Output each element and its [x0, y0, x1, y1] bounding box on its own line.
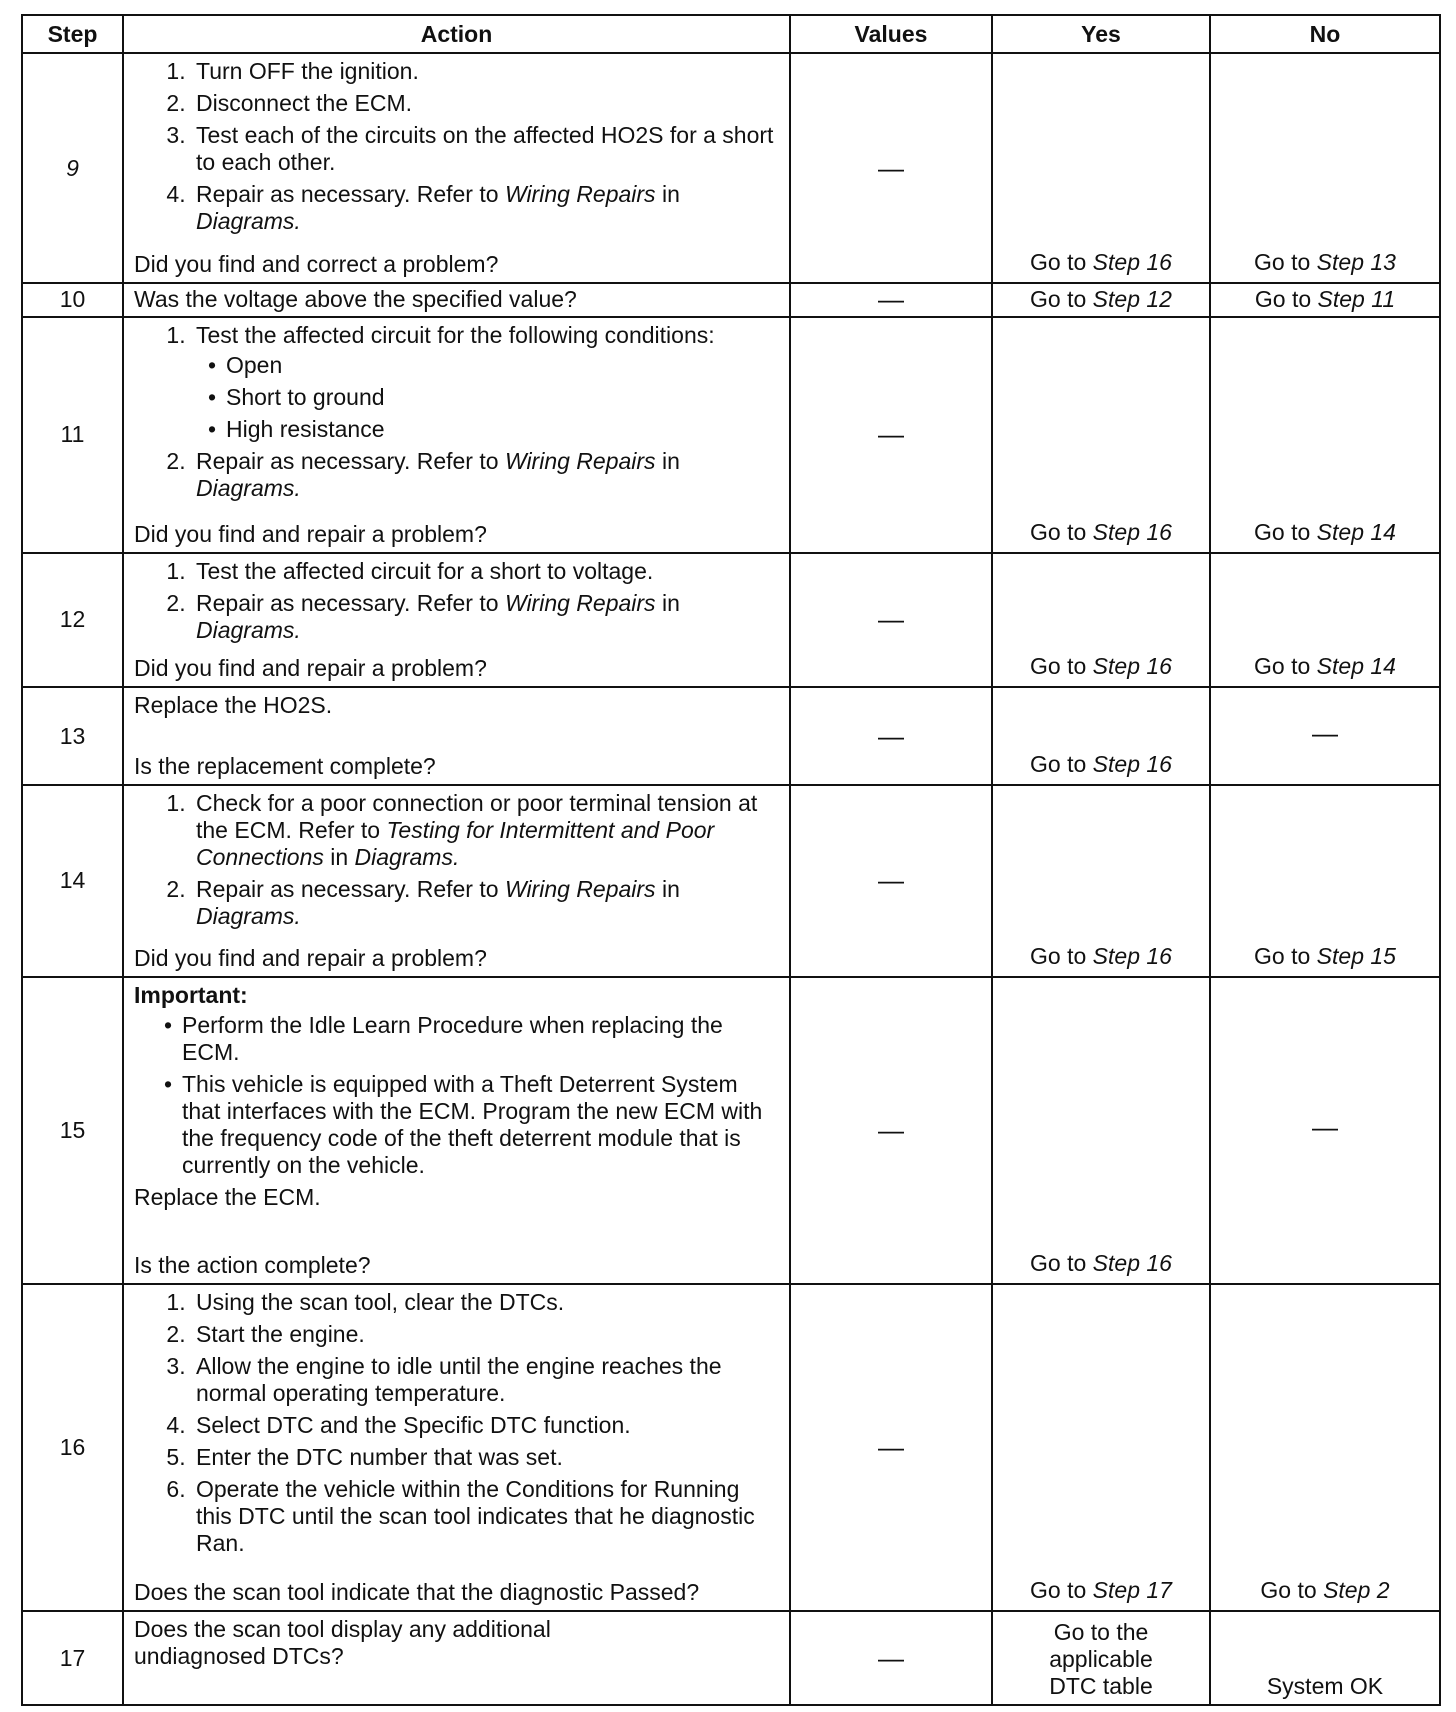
step-ref: Step 16 — [1092, 249, 1172, 276]
important-list — [134, 1012, 779, 1184]
action-cell — [123, 1284, 790, 1611]
bullet-item: • Perform the Idle Learn Procedure when replacing the ECM. — [182, 1012, 779, 1066]
wiring-repairs-ref: Wiring Repairs — [504, 447, 656, 474]
action-steps — [134, 790, 779, 935]
list-item: 6. Operate the vehicle within the Conditions for Running this DTC until the scan tool indicates that he diagnostic Ran. — [192, 1476, 779, 1557]
go-to-text: Go to — [1030, 286, 1093, 313]
table-row — [22, 553, 1440, 687]
diagrams-ref: Diagrams. — [196, 903, 301, 930]
go-to-text: Go to — [1260, 1577, 1324, 1604]
action-cell — [123, 283, 790, 316]
list-item — [192, 790, 779, 871]
repair-text: Repair as necessary. Refer to — [196, 447, 505, 474]
in-word: in — [655, 590, 680, 616]
question-text: Did you find and repair a problem? — [134, 944, 487, 971]
question-text: Did you find and repair a problem? — [134, 654, 487, 681]
no-cell: — — [1210, 687, 1440, 786]
step-ref: Step 16 — [1092, 1250, 1172, 1277]
action-cell — [123, 317, 790, 553]
list-item: 5. Enter the DTC number that was set. — [192, 1444, 779, 1471]
no-cell — [1210, 785, 1440, 976]
table-row — [22, 317, 1440, 553]
no-cell — [1210, 1284, 1440, 1611]
yes-cell — [992, 977, 1210, 1285]
no-cell — [1210, 553, 1440, 687]
go-to-text: Go to — [1030, 519, 1093, 545]
step-number: 10 — [22, 283, 123, 316]
in-word: in — [655, 876, 680, 903]
step-ref: Step 16 — [1092, 652, 1172, 679]
step-text: Replace the ECM. — [134, 1183, 321, 1210]
header-no: No — [1210, 15, 1440, 53]
action-steps — [134, 1289, 779, 1562]
question-text: Did you find and correct a problem? — [134, 251, 499, 278]
table-row — [22, 977, 1440, 1285]
go-to-text: Go to — [1030, 249, 1093, 276]
question-text: Does the scan tool display any additional undiagnosed DTCs? — [134, 1616, 551, 1670]
header-action: Action — [123, 15, 790, 53]
step-number: 14 — [22, 785, 123, 976]
in-word: in — [655, 447, 680, 474]
step-number: 13 — [22, 687, 123, 786]
go-to-text: Go to — [1030, 751, 1093, 778]
diagnostic-table — [21, 14, 1441, 1706]
list-item — [192, 181, 779, 235]
yes-cell — [992, 283, 1210, 316]
question-text: Is the action complete? — [134, 1252, 371, 1279]
table-row — [22, 1284, 1440, 1611]
go-to-text: Go to — [1030, 652, 1093, 679]
diagrams-ref: Diagrams. — [196, 617, 301, 643]
step-ref: Step 16 — [1092, 519, 1172, 545]
step-number: 9 — [22, 53, 123, 283]
step-number: 16 — [22, 1284, 123, 1611]
step-text: Replace the HO2S. — [134, 691, 333, 718]
go-to-text: Go to — [1254, 249, 1317, 276]
bullet-item: • This vehicle is equipped with a Theft Deterrent System that interfaces with the ECM. Program the new ECM with the frequency code of the theft deterrent module that is currently on the vehicle. — [182, 1071, 779, 1179]
list-item — [192, 448, 779, 502]
action-cell — [123, 1611, 790, 1705]
list-item: 1. Turn OFF the ignition. — [192, 58, 779, 85]
condition-list — [196, 352, 779, 443]
yes-cell — [992, 53, 1210, 283]
header-values: Values — [790, 15, 992, 53]
table-row — [22, 785, 1440, 976]
step-ref: Step 12 — [1092, 286, 1172, 313]
values-cell: — — [790, 53, 992, 283]
action-cell — [123, 53, 790, 283]
no-cell — [1210, 283, 1440, 316]
list-item — [192, 876, 779, 930]
no-cell: — — [1210, 977, 1440, 1285]
list-item: 3. Allow the engine to idle until the engine reaches the normal operating temperature. — [192, 1353, 779, 1407]
no-cell: System OK — [1210, 1611, 1440, 1705]
intermittent-ref: Testing for Intermittent and Poor Connections — [196, 817, 715, 871]
values-cell: — — [790, 283, 992, 316]
step-ref: Step 14 — [1316, 652, 1396, 679]
action-steps — [134, 322, 779, 507]
go-to-text: Go to — [1254, 519, 1317, 545]
repair-text: Repair as necessary. Refer to — [196, 181, 505, 207]
in-word: in — [655, 181, 680, 207]
go-to-text: Go to — [1030, 942, 1093, 969]
go-to-text: Go to — [1254, 652, 1317, 679]
in-word: in — [323, 844, 355, 871]
yes-cell — [992, 687, 1210, 786]
list-item — [192, 590, 779, 644]
table-row — [22, 53, 1440, 283]
diagrams-ref: Diagrams. — [196, 208, 301, 234]
action-cell — [123, 977, 790, 1285]
yes-cell — [992, 553, 1210, 687]
step-ref: Step 15 — [1316, 942, 1396, 969]
list-item: 1. Using the scan tool, clear the DTCs. — [192, 1289, 779, 1316]
values-cell: — — [790, 553, 992, 687]
header-row — [22, 15, 1440, 53]
question-text: Was the voltage above the specified value? — [134, 286, 577, 313]
step-ref: Step 13 — [1316, 249, 1396, 276]
action-cell — [123, 785, 790, 976]
important-label: Important: — [134, 981, 248, 1008]
header-step: Step — [22, 15, 123, 53]
step-text: Check for a poor connection or poor terminal tension at the ECM. Refer to — [196, 790, 758, 844]
action-cell — [123, 687, 790, 786]
step-number: 15 — [22, 977, 123, 1285]
values-cell: — — [790, 1284, 992, 1611]
yes-cell — [992, 317, 1210, 553]
step-number: 12 — [22, 553, 123, 687]
table-row — [22, 283, 1440, 316]
list-item: 2. Disconnect the ECM. — [192, 90, 779, 117]
table-row — [22, 687, 1440, 786]
wiring-repairs-ref: Wiring Repairs — [504, 876, 656, 903]
wiring-repairs-ref: Wiring Repairs — [504, 181, 656, 207]
step-text: Test the affected circuit for the following conditions: — [196, 321, 715, 348]
step-ref: Step 14 — [1316, 519, 1396, 545]
list-item: 3. Test each of the circuits on the affected HO2S for a short to each other. — [192, 122, 779, 176]
action-cell — [123, 553, 790, 687]
go-to-text: Go to — [1254, 286, 1318, 313]
values-cell: — — [790, 977, 992, 1285]
step-ref: Step 16 — [1092, 942, 1172, 969]
values-cell: — — [790, 687, 992, 786]
step-number: 17 — [22, 1611, 123, 1705]
action-steps — [134, 58, 779, 240]
wiring-repairs-ref: Wiring Repairs — [504, 590, 656, 616]
step-number: 11 — [22, 317, 123, 553]
repair-text: Repair as necessary. Refer to — [196, 590, 505, 616]
values-cell: — — [790, 1611, 992, 1705]
step-ref: Step 11 — [1317, 286, 1396, 313]
yes-cell — [992, 785, 1210, 976]
no-cell — [1210, 53, 1440, 283]
question-text: Does the scan tool indicate that the diagnostic Passed? — [134, 1579, 700, 1606]
yes-cell — [992, 1284, 1210, 1611]
bullet-item: • High resistance — [226, 416, 779, 443]
no-cell — [1210, 317, 1440, 553]
go-to-text: Go to — [1030, 1250, 1093, 1277]
bullet-item: • Open — [226, 352, 779, 379]
list-item: 4. Select DTC and the Specific DTC function. — [192, 1412, 779, 1439]
repair-text: Repair as necessary. Refer to — [196, 876, 505, 903]
yes-cell: Go to the applicable DTC table — [992, 1611, 1210, 1705]
bullet-item: • Short to ground — [226, 384, 779, 411]
diagrams-ref: Diagrams. — [196, 474, 301, 501]
action-steps — [134, 558, 779, 649]
values-cell: — — [790, 317, 992, 553]
values-cell: — — [790, 785, 992, 976]
question-text: Did you find and repair a problem? — [134, 521, 487, 547]
go-to-text: Go to — [1254, 942, 1317, 969]
diagrams-ref: Diagrams. — [354, 844, 460, 871]
go-to-text: Go to — [1030, 1577, 1093, 1604]
step-ref: Step 17 — [1092, 1577, 1172, 1604]
header-yes: Yes — [992, 15, 1210, 53]
list-item: 1. Test the affected circuit for a short to voltage. — [192, 558, 779, 585]
list-item — [192, 322, 779, 443]
list-item: 2. Start the engine. — [192, 1321, 779, 1348]
table-row — [22, 1611, 1440, 1705]
step-ref: Step 2 — [1323, 1577, 1390, 1604]
step-ref: Step 16 — [1092, 751, 1172, 778]
question-text: Is the replacement complete? — [134, 753, 436, 780]
